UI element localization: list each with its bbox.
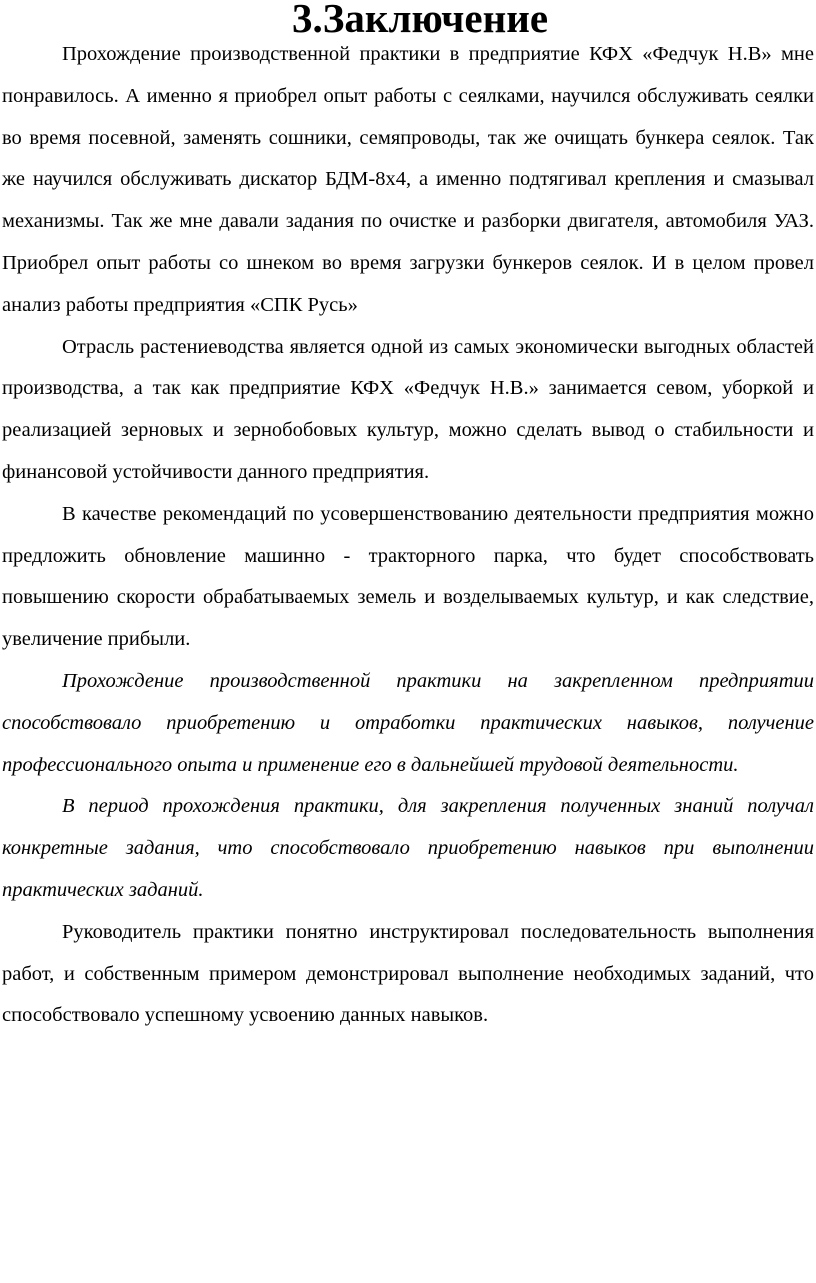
paragraph-practice-experience: Прохождение производственной практики в предприятие КФХ «Федчук Н.В» мне понравилось. А именно я приобрел опыт работы с сеялками, научился обслуживать сеялки во время посевной, заменять сошники, семяпроводы, так же очищать бункера сеялок. Так же научился обслуживать дискатор БДМ-8х4, а именно подтягивал крепления и смазывал механизмы. Так же мне давали задания по очистке и разборки двигателя, автомобиля УАЗ. Приобрел опыт работы со шнеком во время загрузки бункеров сеялок. И в целом провел анализ работы предприятия «СПК Русь» (2, 43, 814, 316)
paragraph-supervisor: Руководитель практики понятно инструктировал последовательность выполнения работ, и собственным примером демонстрировал выполнение необходимых заданий, что способствовало успешному усвоению данных навыков. (2, 920, 814, 1027)
paragraph-crop-industry: Отрасль растениеводства является одной из самых экономически выгодных областей производства, а так как предприятие КФХ «Федчук Н.В.» занимается севом, уборкой и реализацией зерновых и зернобобовых культур, можно сделать вывод о стабильности и финансовой устойчивости данного предприятия. (2, 335, 814, 483)
paragraph-skills-acquired: Прохождение производственной практики на закрепленном предприятии способствовало приобретению и отработки практических навыков, получение профессионального опыта и применение его в дальнейшей трудовой деятельности. (2, 669, 814, 776)
paragraph-recommendations: В качестве рекомендаций по усовершенствованию деятельности предприятия можно предложить обновление машинно - тракторного парка, что будет способствовать повышению скорости обрабатываемых земель и возделываемых культур, и как следствие, увеличение прибыли. (2, 502, 814, 651)
paragraph-assignments: В период прохождения практики, для закрепления полученных знаний получал конкретные задания, что способствовало приобретению навыков при выполнении практических заданий. (2, 795, 814, 901)
page-title: 3.Заключение (291, 0, 549, 41)
